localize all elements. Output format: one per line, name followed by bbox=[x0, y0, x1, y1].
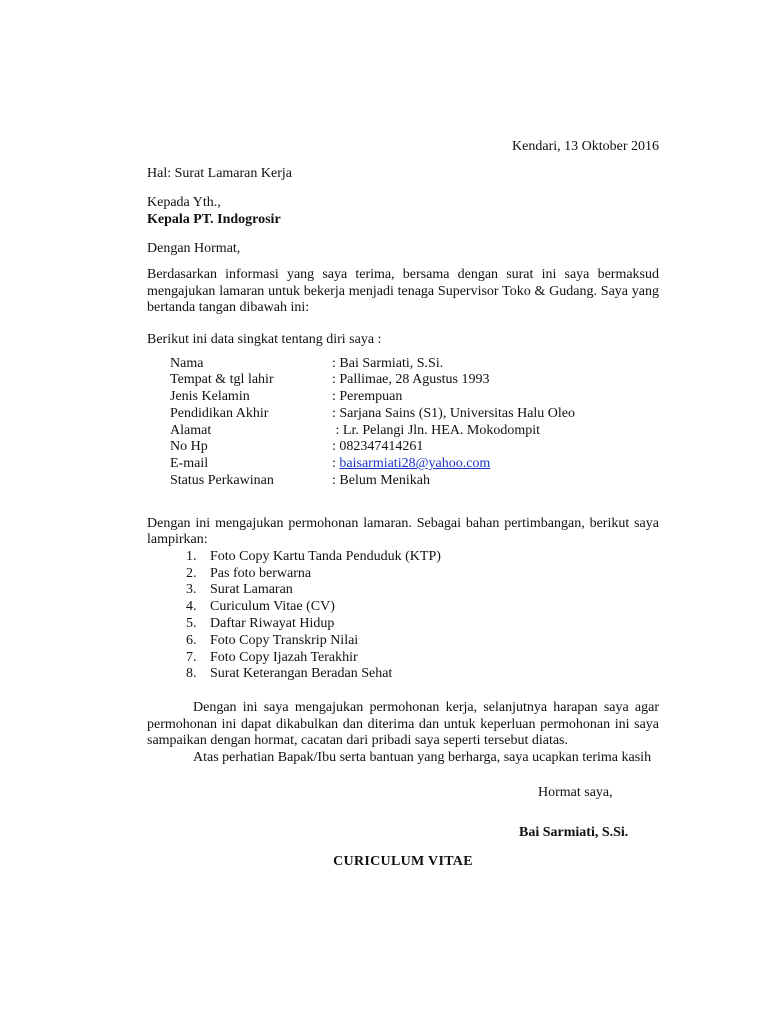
data-label: Pendidikan Akhir bbox=[170, 405, 269, 421]
data-label: Tempat & tgl lahir bbox=[170, 372, 274, 388]
list-item-number: 8. bbox=[186, 666, 197, 682]
data-value: : Sarjana Sains (S1), Universitas Halu Oleo bbox=[332, 405, 576, 421]
data-row-birth bbox=[170, 372, 659, 389]
data-row-email bbox=[170, 456, 659, 473]
list-item-number: 6. bbox=[186, 632, 197, 648]
data-value: : 082347414261 bbox=[332, 439, 424, 455]
data-label: Jenis Kelamin bbox=[170, 389, 250, 405]
letter-document bbox=[147, 138, 659, 870]
list-item bbox=[186, 633, 659, 650]
data-label: Alamat bbox=[170, 422, 212, 438]
list-item bbox=[186, 616, 659, 633]
list-item-text: Surat Keterangan Beradan Sehat bbox=[210, 666, 393, 682]
list-item bbox=[186, 599, 659, 616]
data-row-gender bbox=[170, 389, 659, 406]
list-item-number: 5. bbox=[186, 616, 197, 632]
list-item-text: Foto Copy Transkrip Nilai bbox=[210, 632, 359, 648]
data-row-education bbox=[170, 406, 659, 423]
thanks-paragraph: Atas perhatian Bapak/Ibu serta bantuan yang berharga, saya ucapkan terima kasih bbox=[193, 749, 652, 765]
data-value: : Perempuan bbox=[332, 389, 403, 405]
data-value: : Bai Sarmiati, S.Si. bbox=[332, 355, 444, 371]
list-item-text: Daftar Riwayat Hidup bbox=[210, 616, 335, 632]
list-item bbox=[186, 666, 659, 683]
list-item-text: Foto Copy Ijazah Terakhir bbox=[210, 649, 358, 665]
list-item-text: Surat Lamaran bbox=[210, 582, 293, 598]
closing-paragraph: Dengan ini saya mengajukan permohonan kerja, selanjutnya harapan saya agar permohonan ini dapat dikabulkan dan diterima dan untuk keperluan permohonan ini saya sampaikan dengan hormat, cacatan dari pribadi saya seperti tersebut diatas. bbox=[147, 700, 659, 749]
data-value: : Lr. Pelangi Jln. HEA. Mokodompit bbox=[332, 422, 541, 438]
cv-title: CURICULUM VITAE bbox=[333, 854, 473, 870]
list-item-text: Pas foto berwarna bbox=[210, 565, 312, 581]
email-link[interactable]: baisarmiati28@yahoo.com bbox=[339, 456, 491, 472]
data-row-marital bbox=[170, 473, 659, 490]
attachment-list bbox=[186, 549, 659, 683]
list-item bbox=[186, 549, 659, 566]
data-label: E-mail bbox=[170, 456, 209, 472]
data-row-name bbox=[170, 356, 659, 373]
opening-paragraph: Berdasarkan informasi yang saya terima, bersama dengan surat ini saya bermaksud mengajukan lamaran untuk bekerja menjadi tenaga Supervisor Toko & Gudang. Saya yang bertanda tangan dibawah ini: bbox=[147, 267, 659, 315]
data-label: No Hp bbox=[170, 439, 208, 455]
data-row-phone bbox=[170, 439, 659, 456]
data-row-address bbox=[170, 423, 659, 440]
data-value: : Belum Menikah bbox=[332, 473, 430, 489]
personal-data-table bbox=[170, 356, 659, 490]
greeting: Dengan Hormat, bbox=[147, 241, 241, 256]
date-line: Kendari, 13 Oktober 2016 bbox=[512, 139, 659, 154]
list-item bbox=[186, 582, 659, 599]
recipient-name: Kepala PT. Indogrosir bbox=[147, 212, 281, 227]
list-item-number: 2. bbox=[186, 565, 197, 581]
email-prefix: : bbox=[332, 456, 340, 472]
data-intro: Berikut ini data singkat tentang diri saya : bbox=[147, 331, 382, 347]
list-item-number: 4. bbox=[186, 599, 197, 615]
recipient-to: Kepada Yth., bbox=[147, 195, 221, 210]
sign-off: Hormat saya, bbox=[538, 785, 613, 801]
list-item-number: 3. bbox=[186, 582, 197, 598]
data-value: : Pallimae, 28 Agustus 1993 bbox=[332, 372, 490, 388]
list-item-text: Foto Copy Kartu Tanda Penduduk (KTP) bbox=[210, 548, 441, 564]
data-value bbox=[332, 456, 659, 473]
recipient-block bbox=[147, 194, 659, 228]
list-item-number: 1. bbox=[186, 548, 197, 564]
list-item bbox=[186, 650, 659, 667]
list-item-text: Curiculum Vitae (CV) bbox=[210, 599, 335, 615]
data-label: Status Perkawinan bbox=[170, 473, 274, 489]
subject-line: Hal: Surat Lamaran Kerja bbox=[147, 166, 292, 181]
data-label: Nama bbox=[170, 355, 204, 371]
attachment-intro: Dengan ini mengajukan permohonan lamaran. Sebagai bahan pertimbangan, berikut saya lampirkan: bbox=[147, 515, 659, 548]
list-item bbox=[186, 566, 659, 583]
list-item-number: 7. bbox=[186, 649, 197, 665]
signer-name: Bai Sarmiati, S.Si. bbox=[519, 825, 629, 841]
